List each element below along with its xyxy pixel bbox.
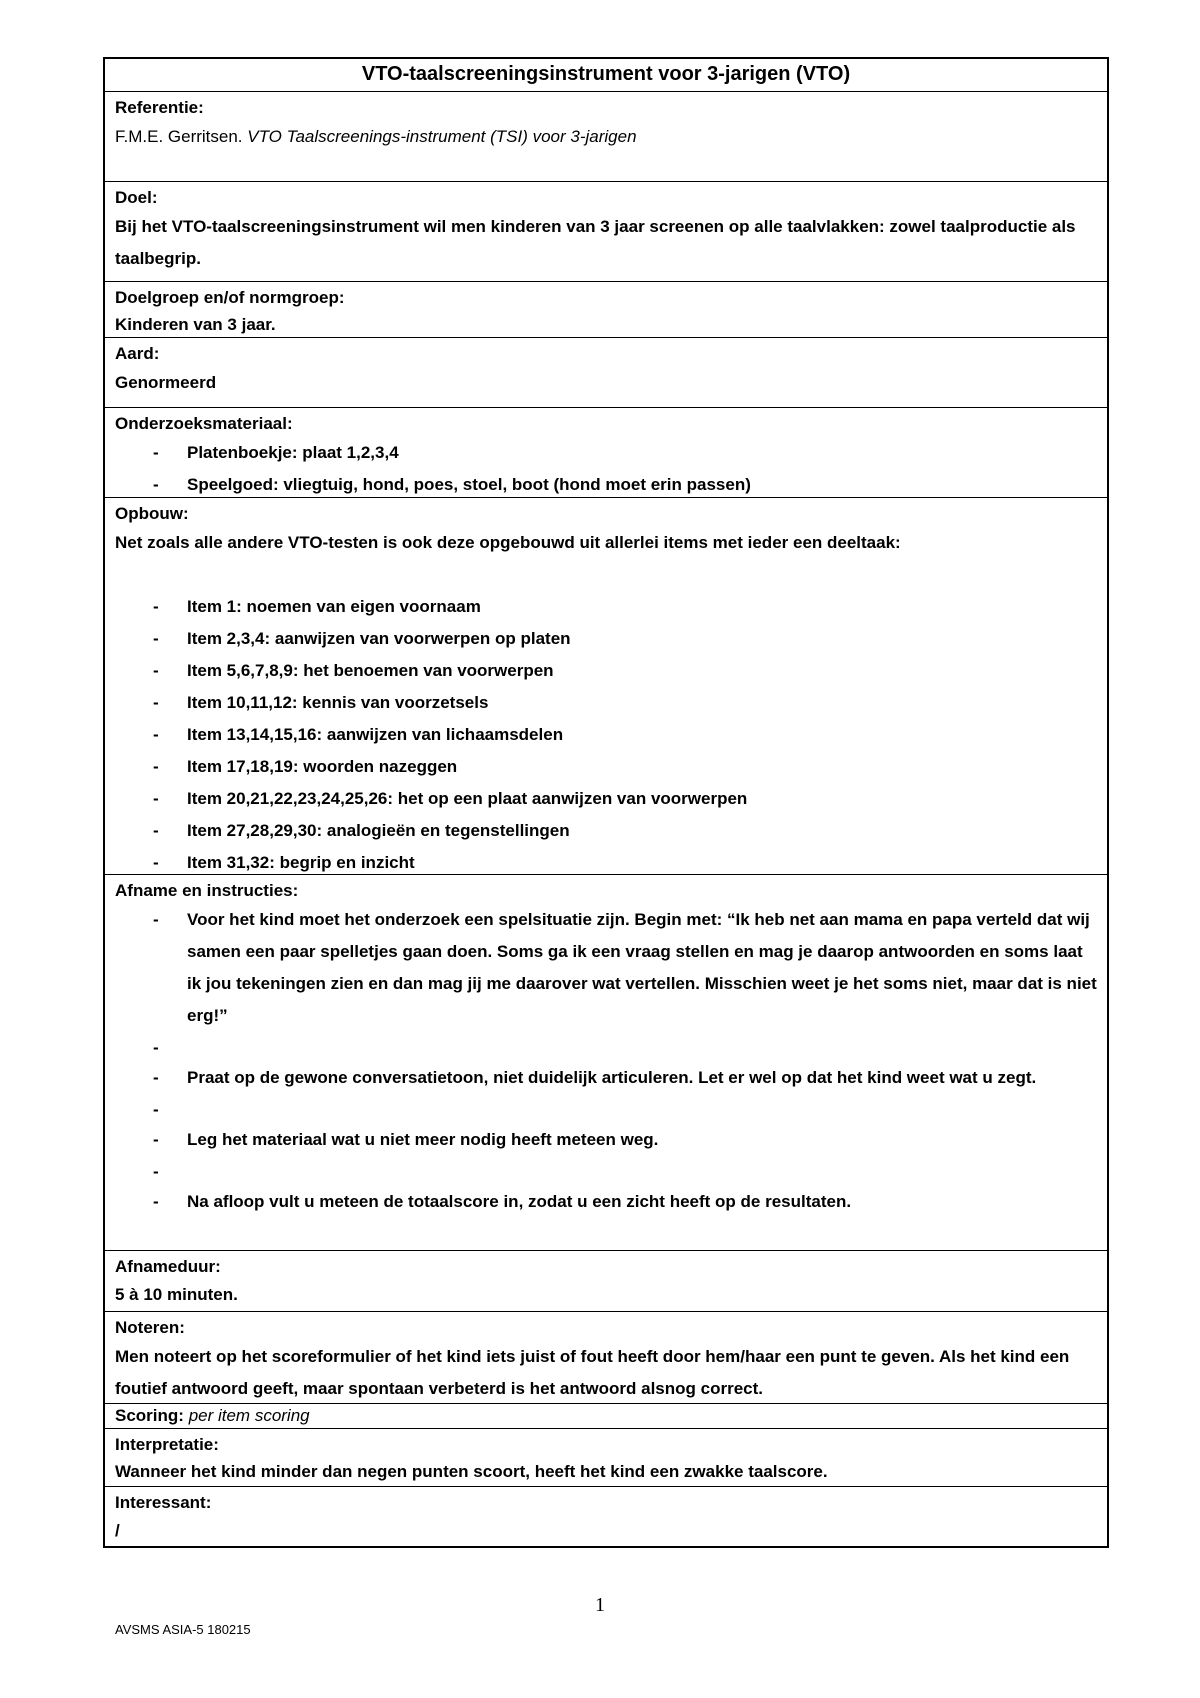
title-text: VTO-taalscreeningsinstrument voor 3-jarigen (VTO) — [361, 63, 851, 85]
list-item: - Speelgoed: vliegtuig, hond, poes, stoel, boot (hond moet erin passen) — [115, 469, 1097, 497]
interpretatie-label: Interpretatie: — [115, 1435, 219, 1454]
list-item: - Item 31,32: begrip en inzicht — [115, 847, 1097, 874]
section-aard — [105, 337, 1107, 407]
section-afnameduur — [105, 1250, 1107, 1311]
spacer — [115, 1094, 1097, 1124]
opbouw-list — [115, 591, 1097, 874]
section-interpretatie — [105, 1428, 1107, 1486]
page-number: 1 — [595, 1594, 605, 1616]
doelgroep-text: Kinderen van 3 jaar. — [115, 315, 276, 334]
section-doel — [105, 181, 1107, 281]
noteren-text: Men noteert op het scoreformulier of het kind iets juist of fout heeft door hem/haar een punt te geven. Als het kind een foutief antwoord geeft, maar spontaan verbeterd is het antwoord alsnog correct. — [115, 1347, 1070, 1398]
referentie-author: F.M.E. Gerritsen. — [115, 127, 243, 146]
list-item: - Item 2,3,4: aanwijzen van voorwerpen op platen — [115, 623, 1097, 655]
doel-label: Doel: — [115, 188, 158, 207]
interessant-label: Interessant: — [115, 1493, 212, 1512]
opbouw-intro: Net zoals alle andere VTO-testen is ook deze opgebouwd uit allerlei items met ieder een deeltaak: — [115, 533, 901, 552]
spacer — [115, 1032, 1097, 1062]
materiaal-list — [115, 437, 1097, 497]
afname-list — [115, 904, 1097, 1218]
list-item: - Item 1: noemen van eigen voornaam — [115, 591, 1097, 623]
referentie-text — [115, 121, 1097, 153]
onderzoeksmateriaal-label: Onderzoeksmateriaal: — [115, 414, 293, 433]
opbouw-label: Opbouw: — [115, 504, 189, 523]
section-doelgroep — [105, 281, 1107, 337]
referentie-label: Referentie: — [115, 98, 204, 117]
section-afname — [105, 874, 1107, 1250]
list-item: - Voor het kind moet het onderzoek een spelsituatie zijn. Begin met: “Ik heb net aan mama en papa verteld dat wij samen een paar spelletjes gaan doen. Soms ga ik een vraag stellen en mag je daarop antwoorden en soms laat ik jou tekeningen zien en dan mag jij me daarover wat vertellen. Misschien weet je het soms niet, maar dat is niet erg!” — [115, 904, 1097, 1032]
list-item: - Leg het materiaal wat u niet meer nodig heeft meteen weg. — [115, 1124, 1097, 1156]
section-onderzoeksmateriaal — [105, 407, 1107, 497]
interpretatie-text: Wanneer het kind minder dan negen punten scoort, heeft het kind een zwakke taalscore. — [115, 1462, 828, 1481]
document-title — [105, 59, 1107, 91]
list-item: - Praat op de gewone conversatietoon, niet duidelijk articuleren. Let er wel op dat het kind weet wat u zegt. — [115, 1062, 1097, 1094]
noteren-label: Noteren: — [115, 1318, 185, 1337]
list-item: - Na afloop vult u meteen de totaalscore in, zodat u een zicht heeft op de resultaten. — [115, 1186, 1097, 1218]
afname-label: Afname en instructies: — [115, 881, 299, 900]
list-item: - Platenboekje: plaat 1,2,3,4 — [115, 437, 1097, 469]
doel-text: Bij het VTO-taalscreeningsinstrument wil men kinderen van 3 jaar screenen op alle taalvlakken: zowel taalproductie als taalbegrip. — [115, 217, 1076, 268]
footer-code: AVSMS ASIA-5 180215 — [115, 1622, 251, 1637]
info-table — [103, 57, 1109, 1548]
list-item: - Item 17,18,19: woorden nazeggen — [115, 751, 1097, 783]
list-item: - Item 5,6,7,8,9: het benoemen van voorwerpen — [115, 655, 1097, 687]
doelgroep-label: Doelgroep en/of normgroep: — [115, 288, 345, 307]
scoring-label: Scoring: — [115, 1406, 184, 1425]
list-item: - Item 20,21,22,23,24,25,26: het op een plaat aanwijzen van voorwerpen — [115, 783, 1097, 815]
section-referentie — [105, 91, 1107, 181]
section-interessant — [105, 1486, 1107, 1546]
section-opbouw — [105, 497, 1107, 874]
scoring-text: per item scoring — [188, 1406, 310, 1425]
interessant-text: / — [115, 1521, 120, 1540]
section-scoring — [105, 1403, 1107, 1428]
list-item: - Item 10,11,12: kennis van voorzetsels — [115, 687, 1097, 719]
afnameduur-text: 5 à 10 minuten. — [115, 1285, 238, 1304]
section-noteren — [105, 1311, 1107, 1403]
aard-label: Aard: — [115, 344, 160, 363]
spacer — [115, 1156, 1097, 1186]
afnameduur-label: Afnameduur: — [115, 1257, 221, 1276]
spacer — [115, 559, 1097, 591]
aard-text: Genormeerd — [115, 373, 217, 392]
referentie-work: VTO Taalscreenings-instrument (TSI) voor 3-jarigen — [247, 127, 637, 146]
list-item: - Item 13,14,15,16: aanwijzen van lichaamsdelen — [115, 719, 1097, 751]
list-item: - Item 27,28,29,30: analogieën en tegenstellingen — [115, 815, 1097, 847]
